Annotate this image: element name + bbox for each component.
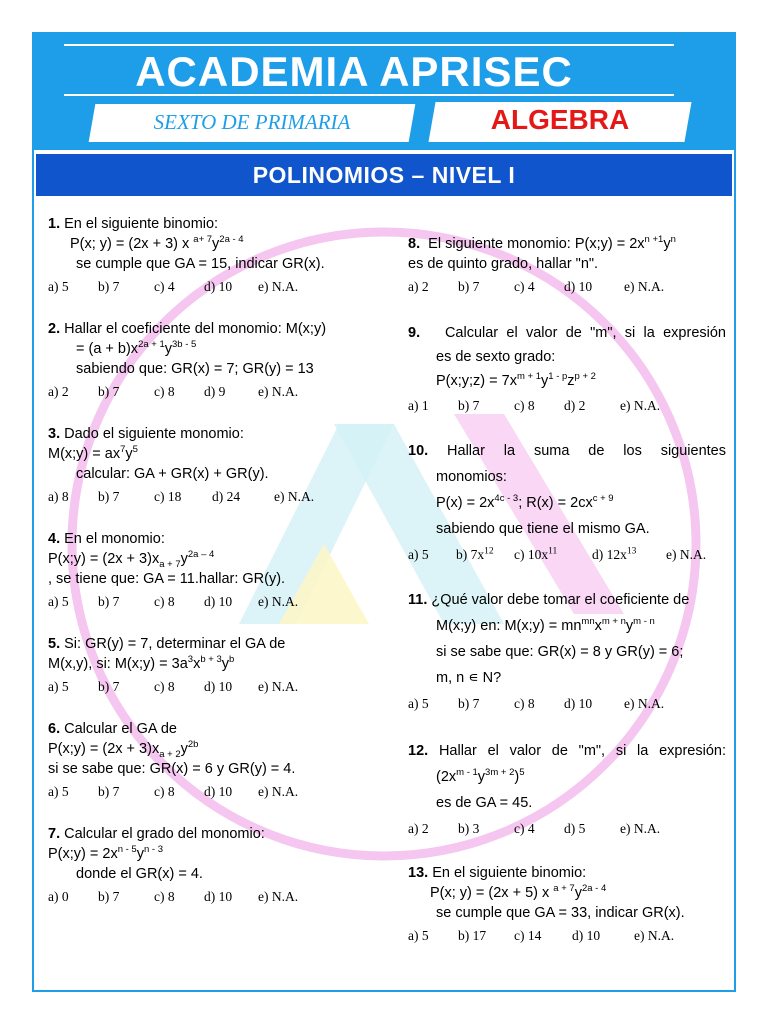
exponent: 2a + 1	[138, 339, 165, 351]
question-text: ¿Qué valor debe tomar el coeficiente de	[431, 592, 690, 608]
question-number: 5.	[48, 636, 61, 652]
option-c: c) 4	[514, 279, 535, 294]
exponent: 2a – 4	[187, 549, 215, 561]
question-12	[408, 738, 726, 839]
expression: M(x;y) en: M(x;y) = mn	[436, 618, 582, 634]
exponent: m + n	[601, 616, 626, 628]
answer-options	[408, 694, 726, 714]
left-column	[48, 214, 394, 907]
question-13	[408, 863, 726, 946]
exponent: 12	[484, 546, 494, 557]
option-b: b) 7	[98, 594, 120, 609]
expression: y	[180, 741, 188, 757]
question-text: si se sabe que: GR(x) = 6 y GR(y) = 4.	[48, 761, 296, 777]
expression: y	[541, 373, 549, 389]
option-a: a) 2	[408, 279, 429, 294]
option-d: d) 10	[204, 279, 233, 294]
option-a: a) 1	[408, 398, 429, 413]
answer-options	[48, 382, 394, 402]
expression: P(x;y;z) = 7x	[436, 373, 517, 389]
question-text: sabiendo que: GR(x) = 7; GR(y) = 13	[76, 361, 314, 377]
academy-title: ACADEMIA APRISEC	[135, 48, 573, 95]
question-5	[48, 634, 394, 697]
question-text: se cumple que GA = 33, indicar GR(x).	[436, 905, 685, 921]
question-number: 1.	[48, 216, 61, 232]
exponent: p + 2	[574, 371, 596, 383]
option-a: a) 5	[48, 679, 69, 694]
option-c: c) 8	[514, 696, 535, 711]
option-d: d) 10	[204, 784, 233, 799]
exponent: b	[228, 654, 235, 666]
option-a: a) 2	[48, 384, 69, 399]
question-text: En el siguiente binomio:	[432, 865, 587, 881]
option-d: d) 24	[212, 489, 241, 504]
expression: (2x	[436, 769, 457, 785]
option-label: d) 12x	[592, 547, 627, 562]
question-text: Si: GR(y) = 7, determinar el GA de	[64, 636, 286, 652]
answer-options	[408, 396, 726, 416]
worksheet	[32, 32, 736, 992]
option-e: e) N.A.	[258, 784, 299, 799]
question-text: si se sabe que: GR(x) = 8 y GR(y) = 6;	[436, 644, 684, 660]
question-number: 7.	[48, 826, 61, 842]
exponent: 2b	[187, 739, 199, 751]
option-a: a) 5	[48, 784, 69, 799]
exponent: mn	[581, 616, 595, 628]
exponent: 3m + 2	[485, 767, 515, 779]
question-7	[48, 824, 394, 907]
exponent: b + 3	[200, 654, 222, 666]
expression: z	[567, 373, 575, 389]
exponent: 3	[187, 654, 194, 666]
question-number: 10.	[408, 443, 429, 459]
expression: y	[574, 885, 582, 901]
grade-label: SEXTO DE PRIMARIA	[153, 110, 351, 134]
question-number: 6.	[48, 721, 61, 737]
option-a: a) 5	[408, 696, 429, 711]
question-text: En el monomio:	[64, 531, 165, 547]
option-a: a) 5	[408, 928, 429, 943]
question-text: El siguiente monomio: P(x;y) = 2x	[428, 236, 645, 252]
option-e: e) N.A.	[666, 547, 707, 562]
expression: y	[180, 551, 188, 567]
exponent: n - 3	[143, 844, 163, 856]
expression: P(x;y) = (2x + 3)x	[48, 741, 160, 757]
exponent: 7	[120, 444, 126, 456]
option-b: b) 17	[458, 928, 487, 943]
option-b: b) 7	[458, 279, 480, 294]
expression: = (a + b)x	[76, 341, 139, 357]
question-number: 9.	[408, 325, 421, 341]
option-c: c) 14	[514, 928, 542, 943]
expression: P(x; y) = (2x + 5) x	[430, 885, 550, 901]
question-text: Hallar el coeficiente del monomio: M(x;y)	[64, 321, 327, 337]
option-c: c) 8	[154, 384, 175, 399]
expression: ; R(x) = 2cx	[518, 495, 593, 511]
option-e: e) N.A.	[624, 279, 665, 294]
subscript: a + 2	[159, 748, 181, 760]
option-b: b) 7	[98, 679, 120, 694]
expression: y	[477, 769, 486, 785]
option-b: b) 3	[458, 821, 480, 836]
option-d: d) 9	[204, 384, 226, 399]
question-10	[408, 438, 726, 565]
expression: y	[221, 656, 229, 672]
option-a: a) 5	[48, 279, 69, 294]
question-3	[48, 424, 394, 507]
question-number: 8.	[408, 236, 421, 252]
question-number: 2.	[48, 321, 61, 337]
question-text: En el siguiente binomio:	[64, 216, 219, 232]
option-e: e) N.A.	[274, 489, 315, 504]
expression: y	[136, 846, 144, 862]
option-d	[592, 545, 666, 565]
option-b	[456, 545, 514, 565]
expression: M(x,y), si: M(x;y) = 3a	[48, 656, 188, 672]
exponent: 2a - 4	[219, 234, 244, 246]
option-e: e) N.A.	[258, 384, 299, 399]
exponent: a + 7	[553, 883, 575, 895]
exponent: 11	[548, 546, 558, 557]
answer-options	[48, 277, 394, 297]
question-6	[48, 719, 394, 802]
option-a: a) 8	[48, 489, 69, 504]
option-e: e) N.A.	[620, 398, 661, 413]
option-e: e) N.A.	[258, 889, 299, 904]
expression: )	[514, 769, 520, 785]
topic-title: POLINOMIOS – NIVEL I	[36, 154, 732, 196]
question-number: 12.	[408, 743, 429, 759]
question-text: , se tiene que: GA = 11.hallar: GR(y).	[48, 571, 286, 587]
option-c: c) 8	[514, 398, 535, 413]
answer-options	[48, 592, 394, 612]
expression: P(x) = 2x	[436, 495, 495, 511]
question-number: 3.	[48, 426, 61, 442]
option-d: d) 10	[204, 679, 233, 694]
expression: P(x;y) = (2x + 3)x	[48, 551, 160, 567]
question-number: 4.	[48, 531, 61, 547]
expression: y	[164, 341, 172, 357]
answer-options	[48, 677, 394, 697]
option-c: c) 8	[154, 784, 175, 799]
exponent: n - 5	[117, 844, 137, 856]
question-text: se cumple que GA = 15, indicar GR(x).	[76, 256, 325, 272]
question-text: es de quinto grado, hallar "n".	[408, 256, 599, 272]
option-e: e) N.A.	[258, 679, 299, 694]
answer-options	[408, 926, 726, 946]
option-c: c) 4	[154, 279, 175, 294]
question-text: es de GA = 45.	[436, 795, 533, 811]
option-e: e) N.A.	[624, 696, 665, 711]
expression: y	[625, 618, 634, 634]
expression: M(x;y) = ax	[48, 446, 121, 462]
exponent: m + 1	[516, 371, 542, 383]
option-e: e) N.A.	[634, 928, 675, 943]
expression: P(x; y) = (2x + 3) x	[70, 236, 190, 252]
option-c	[514, 545, 592, 565]
question-text: m, n ∊ N?	[436, 670, 502, 686]
option-b: b) 7	[98, 889, 120, 904]
exponent: a+ 7	[193, 234, 213, 246]
question-text: Calcular el GA de	[64, 721, 177, 737]
answer-options	[48, 487, 394, 507]
exponent: 5	[519, 767, 525, 779]
answer-options	[48, 782, 394, 802]
option-e: e) N.A.	[258, 279, 299, 294]
expression: y	[212, 236, 220, 252]
option-c: c) 18	[154, 489, 182, 504]
question-text: Hallar la suma de los siguientes	[447, 443, 726, 459]
expression: y	[663, 236, 671, 252]
exponent: n +1	[644, 234, 664, 246]
question-1	[48, 214, 394, 297]
exponent: 13	[626, 546, 637, 557]
option-e: e) N.A.	[620, 821, 661, 836]
option-c: c) 4	[514, 821, 535, 836]
answer-options	[408, 277, 726, 297]
option-c: c) 8	[154, 679, 175, 694]
right-column	[408, 234, 726, 946]
option-a: a) 0	[48, 889, 69, 904]
question-number: 13.	[408, 865, 429, 881]
answer-options	[408, 819, 726, 839]
question-8	[408, 234, 726, 297]
option-b: b) 7	[98, 784, 120, 799]
option-d: d) 5	[564, 821, 586, 836]
option-c: c) 8	[154, 889, 175, 904]
option-d: d) 10	[564, 279, 593, 294]
expression: x	[193, 656, 201, 672]
exponent: m - n	[633, 616, 655, 628]
subscript: a + 7	[159, 558, 181, 570]
option-d: d) 10	[204, 889, 233, 904]
question-text: donde el GR(x) = 4.	[76, 866, 203, 882]
option-b: b) 7	[98, 489, 120, 504]
option-d: d) 10	[564, 696, 593, 711]
option-d: d) 10	[204, 594, 233, 609]
option-b: b) 7	[458, 696, 480, 711]
exponent: 4c - 3	[494, 493, 519, 505]
option-a: a) 5	[48, 594, 69, 609]
question-9	[408, 321, 726, 416]
option-c: c) 8	[154, 594, 175, 609]
option-label: c) 10x	[514, 547, 549, 562]
question-text: Calcular el valor de "m", si la expresión	[444, 325, 726, 341]
exponent: 5	[132, 444, 138, 456]
expression: P(x;y) = 2x	[48, 846, 118, 862]
option-d: d) 10	[572, 928, 601, 943]
option-b: b) 7	[98, 279, 120, 294]
option-b: b) 7	[458, 398, 480, 413]
question-text: Dado el siguiente monomio:	[64, 426, 244, 442]
exponent: c + 9	[592, 493, 614, 505]
question-text: monomios:	[436, 469, 507, 485]
exponent: n	[670, 234, 676, 246]
option-a: a) 2	[408, 821, 429, 836]
expression: y	[125, 446, 133, 462]
option-b: b) 7	[98, 384, 120, 399]
question-text: es de sexto grado:	[436, 349, 556, 365]
exponent: 1 - p	[548, 371, 568, 383]
answer-options	[48, 887, 394, 907]
question-11	[408, 587, 726, 714]
expression: x	[594, 618, 602, 634]
question-text: calcular: GA + GR(x) + GR(y).	[76, 466, 269, 482]
exponent: 3b - 5	[172, 339, 197, 351]
question-4	[48, 529, 394, 612]
question-number: 11.	[408, 592, 428, 608]
question-text: Calcular el grado del monomio:	[64, 826, 265, 842]
option-label: b) 7x	[456, 547, 485, 562]
question-text: Hallar el valor de "m", si la expresión:	[438, 743, 726, 759]
exponent: 2a - 4	[581, 883, 607, 895]
subject-label: ALGEBRA	[490, 104, 630, 135]
answer-options	[408, 545, 726, 565]
question-text: sabiendo que tiene el mismo GA.	[436, 521, 650, 537]
exponent: m - 1	[456, 767, 478, 779]
option-d: d) 2	[564, 398, 586, 413]
question-2	[48, 319, 394, 402]
option-e: e) N.A.	[258, 594, 299, 609]
option-a: a) 5	[408, 547, 429, 562]
